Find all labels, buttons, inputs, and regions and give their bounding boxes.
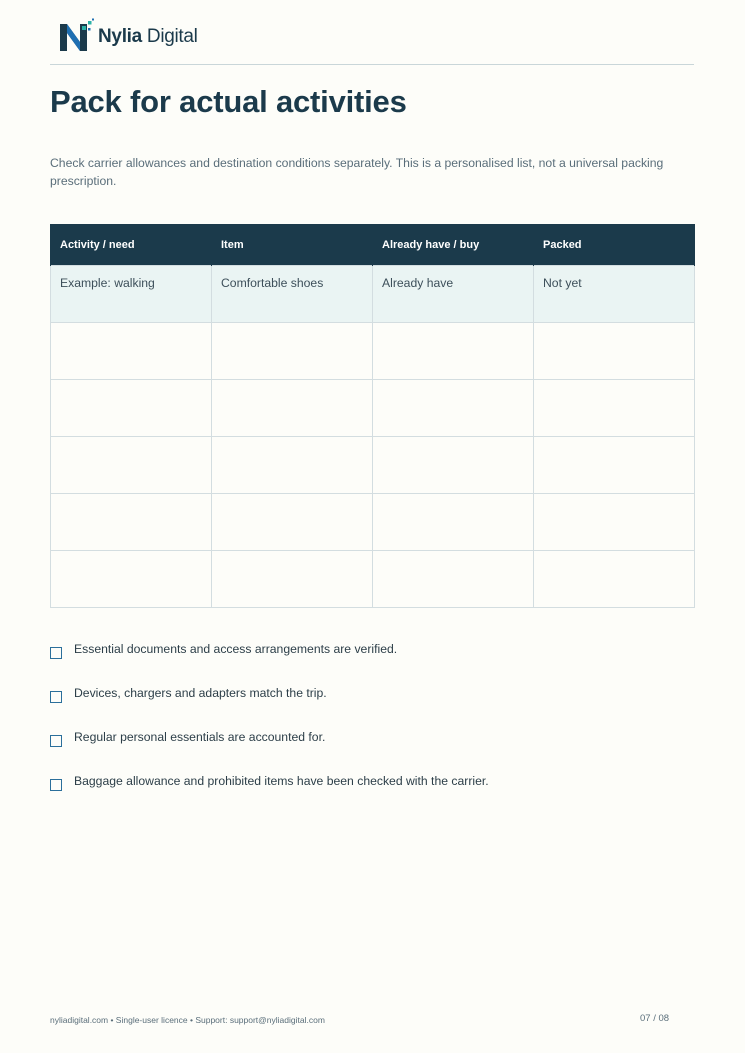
table-cell[interactable] [534,380,695,437]
checkbox[interactable] [50,691,62,703]
table-cell[interactable] [534,551,695,608]
table-cell[interactable] [534,437,695,494]
table-cell[interactable] [373,323,534,380]
table-row [51,494,695,551]
column-header-item: Item [212,224,373,266]
checklist [50,641,700,817]
nylia-n-logo-icon [58,18,94,54]
table-cell[interactable] [212,323,373,380]
table-cell[interactable] [212,380,373,437]
checklist-label: Essential documents and access arrangements are verified. [74,642,398,656]
checkbox[interactable] [50,735,62,747]
table-cell[interactable] [51,494,212,551]
checklist-item [50,641,700,685]
checkbox[interactable] [50,779,62,791]
packing-table [50,224,695,608]
page-number: 07 / 08 [640,1013,670,1024]
column-header-activity: Activity / need [51,224,212,266]
brand-name-bold: Nylia [98,25,142,47]
table-cell[interactable] [212,437,373,494]
table-row [51,323,695,380]
table-cell[interactable] [51,380,212,437]
table-cell[interactable] [373,494,534,551]
table-cell[interactable] [534,323,695,380]
table-cell[interactable]: Not yet [534,266,695,323]
table-row [51,437,695,494]
checklist-label: Baggage allowance and prohibited items have been checked with the carrier. [74,774,489,788]
table-cell[interactable] [373,551,534,608]
table-cell[interactable]: Already have [373,266,534,323]
intro-text: Check carrier allowances and destination conditions separately. This is a personalised list, not a universal packing prescription. [50,156,664,188]
brand-name [98,27,198,46]
table-cell[interactable] [51,437,212,494]
table-header-row [51,224,695,266]
table-cell[interactable] [212,494,373,551]
column-header-packed: Packed [534,224,695,266]
checklist-item [50,685,700,729]
page-header [50,16,694,65]
checklist-item [50,773,700,817]
table-cell[interactable] [534,494,695,551]
table-row [51,551,695,608]
table-row [51,380,695,437]
table-row-example [51,266,695,323]
table-cell[interactable] [212,551,373,608]
table-cell[interactable]: Comfortable shoes [212,266,373,323]
checklist-label: Regular personal essentials are accounted for. [74,730,326,744]
checklist-label: Devices, chargers and adapters match the trip. [74,686,327,700]
brand-logo [58,18,198,54]
table-cell[interactable] [51,323,212,380]
checklist-item [50,729,700,773]
page-title: Pack for actual activities [50,84,407,119]
table-cell[interactable]: Example: walking [51,266,212,323]
brand-name-light: Digital [146,25,198,47]
table-cell[interactable] [51,551,212,608]
checkbox[interactable] [50,647,62,659]
footer-text: nyliadigital.com • Single-user licence • Support: support@nyliadigital.com [50,1015,325,1025]
table-cell[interactable] [373,380,534,437]
table-cell[interactable] [373,437,534,494]
column-header-have-buy: Already have / buy [373,224,534,266]
